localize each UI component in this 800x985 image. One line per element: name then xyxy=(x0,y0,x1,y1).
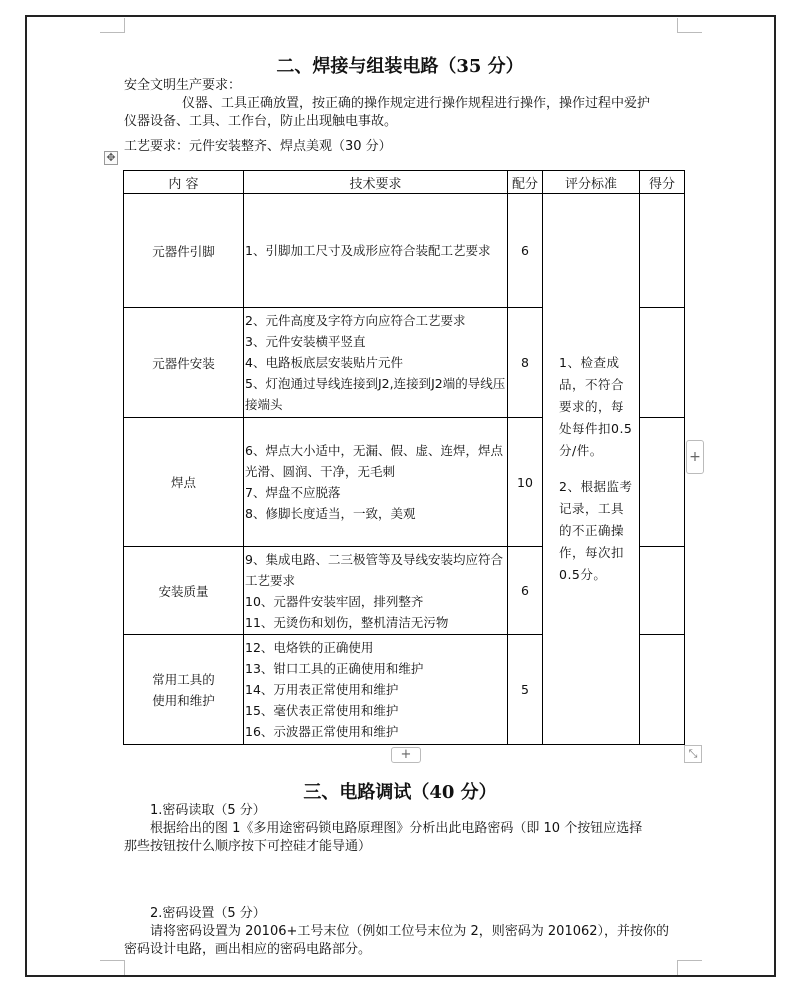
margin-corner-bottom-left xyxy=(100,960,125,975)
row-score: 10 xyxy=(508,418,543,547)
row-score: 8 xyxy=(508,308,543,418)
requirement-item: 5、灯泡通过导线连接到J2,连接到J2端的导线压接端头 xyxy=(245,376,506,412)
requirement-item: 6、焊点大小适中，无漏、假、虚、连焊，焊点光滑、圆润、干净，无毛刺 xyxy=(245,443,503,479)
requirement-item: 12、电烙铁的正确使用 xyxy=(245,640,374,655)
add-column-plus-icon[interactable]: + xyxy=(686,440,704,474)
row-requirements xyxy=(244,635,508,745)
table-resize-icon[interactable]: ⤡ xyxy=(684,745,702,763)
table-move-handle-icon[interactable]: ✥ xyxy=(104,151,118,165)
row-content: 元器件引脚 xyxy=(124,194,244,308)
row-score: 6 xyxy=(508,194,543,308)
grading-table xyxy=(123,170,685,745)
section2-title: 二、焊接与组装电路（35 分） xyxy=(276,56,524,77)
margin-corner-bottom-right xyxy=(677,960,702,975)
criteria-item: 1、检查成品，不符合要求的，每处每件扣0.5分/件。 xyxy=(559,355,633,458)
points-cell[interactable] xyxy=(640,194,685,308)
table-header-row xyxy=(124,171,685,194)
safety-text-line2: 仪器设备、工具、工作台，防止出现触电事故。 xyxy=(124,114,398,129)
requirement-item: 16、示波器正常使用和维护 xyxy=(245,724,399,739)
header-score: 配分 xyxy=(508,171,543,194)
points-cell[interactable] xyxy=(640,418,685,547)
points-cell[interactable] xyxy=(640,547,685,635)
craft-requirement: 工艺要求：元件安装整齐、焊点美观（30 分） xyxy=(124,139,392,154)
row-requirements xyxy=(244,308,508,418)
header-points: 得分 xyxy=(640,171,685,194)
row-score: 6 xyxy=(508,547,543,635)
item2-text-line1: 请将密码设置为 20106+工号末位（例如工位号末位为 2，则密码为 201062），并按你的 xyxy=(150,924,670,939)
requirement-item: 11、无烫伤和划伤，整机清洁无污物 xyxy=(245,614,449,630)
requirement-item: 8、修脚长度适当，一致，美观 xyxy=(245,506,416,521)
table-row xyxy=(124,194,685,308)
points-cell[interactable] xyxy=(640,308,685,418)
requirement-item: 14、万用表正常使用和维护 xyxy=(245,682,399,697)
requirement-item: 4、电路板底层安装贴片元件 xyxy=(245,355,403,370)
row-requirements xyxy=(244,547,508,635)
item1-text-line1: 根据给出的图 1《多用途密码锁电路原理图》分析出此电路密码（即 10 个按钮应选择 xyxy=(150,821,643,836)
add-row-plus-icon[interactable]: + xyxy=(391,747,421,763)
row-content: 元器件安装 xyxy=(124,308,244,418)
row-content: 常用工具的使用和维护 xyxy=(124,635,244,745)
criteria-cell xyxy=(543,194,640,745)
row-content: 焊点 xyxy=(124,418,244,547)
header-content: 内 容 xyxy=(124,171,244,194)
row-requirements xyxy=(244,418,508,547)
margin-corner-top-left xyxy=(100,18,125,33)
row-content: 安装质量 xyxy=(124,547,244,635)
requirement-item: 7、焊盘不应脱落 xyxy=(245,485,341,500)
requirement-item: 3、元件安装横平竖直 xyxy=(245,334,366,349)
criteria-item: 2、根据监考记录，工具的不正确操作，每次扣0.5分。 xyxy=(559,479,633,582)
requirement-item: 15、毫伏表正常使用和维护 xyxy=(245,703,399,718)
item1-label: 1.密码读取（5 分） xyxy=(150,803,266,818)
safety-text-line1: 仪器、工具正确放置，按正确的操作规定进行操作规程进行操作，操作过程中爱护 xyxy=(182,96,651,111)
item1-text-line2: 那些按钮按什么顺序按下可控硅才能导通） xyxy=(124,839,372,854)
row-score: 5 xyxy=(508,635,543,745)
item2-text-line2: 密码设计电路，画出相应的密码电路部分。 xyxy=(124,942,372,957)
points-cell[interactable] xyxy=(640,635,685,745)
header-requirements: 技术要求 xyxy=(244,171,508,194)
header-criteria: 评分标准 xyxy=(543,171,640,194)
section3-title: 三、电路调试（40 分） xyxy=(303,782,497,803)
safety-label: 安全文明生产要求： xyxy=(124,78,242,93)
item2-label: 2.密码设置（5 分） xyxy=(150,906,266,921)
requirement-item: 1、引脚加工尺寸及成形应符合装配工艺要求 xyxy=(245,243,491,258)
requirement-item: 13、钳口工具的正确使用和维护 xyxy=(245,661,424,676)
margin-corner-top-right xyxy=(677,18,702,33)
requirement-item: 2、元件高度及字符方向应符合工艺要求 xyxy=(245,313,466,328)
row-requirements xyxy=(244,194,508,308)
requirement-item: 9、集成电路、二三极管等及导线安装均应符合工艺要求 xyxy=(245,551,503,588)
requirement-item: 10、元器件安装牢固，排列整齐 xyxy=(245,593,424,609)
